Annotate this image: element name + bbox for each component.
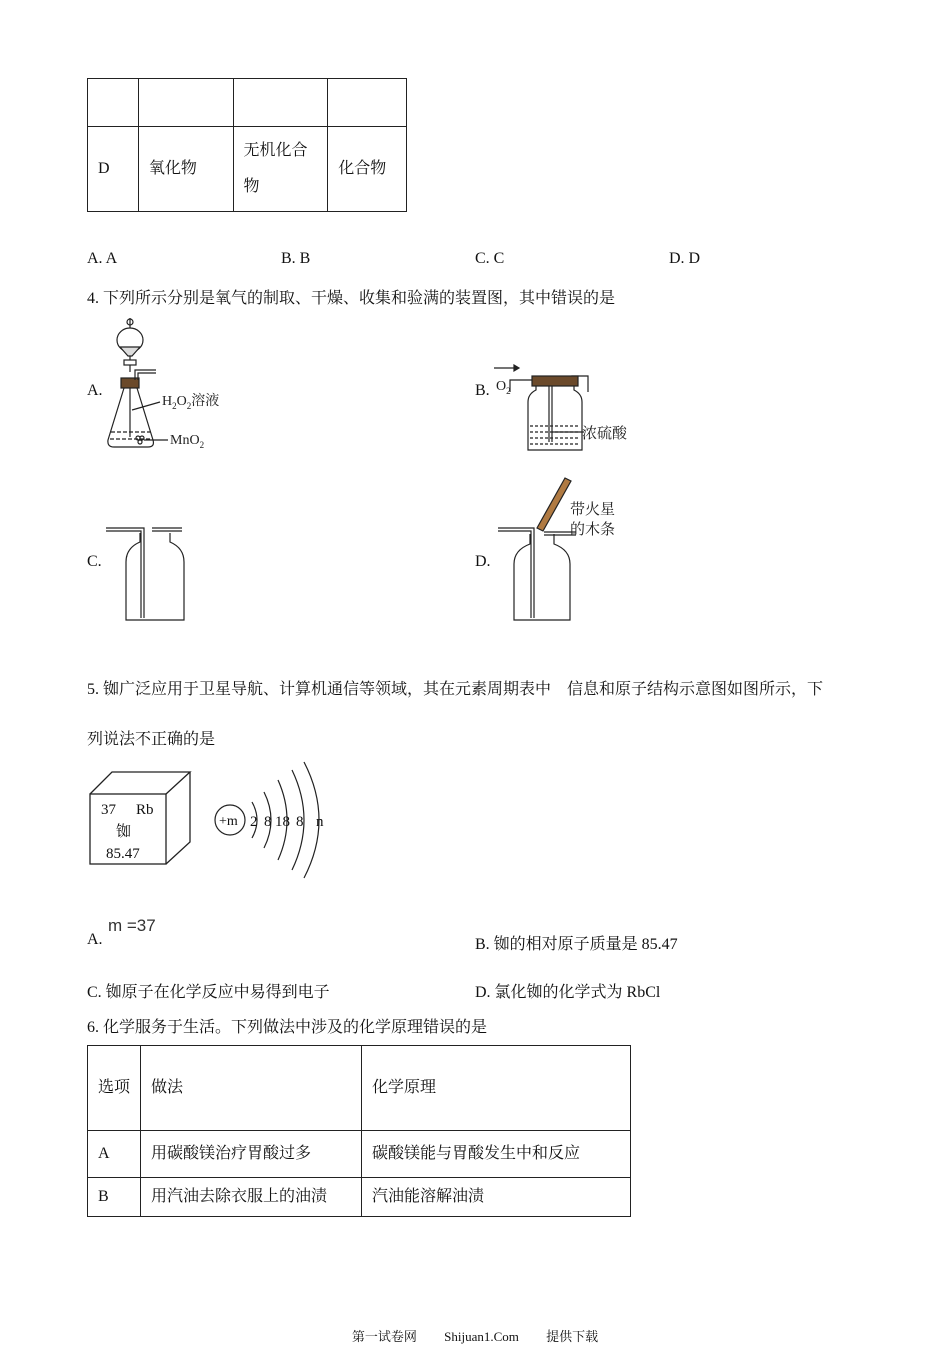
- table-cell: [88, 79, 139, 127]
- table-cell: [328, 79, 407, 127]
- q4-stem: 4. 下列所示分别是氧气的制取、干燥、收集和验满的装置图，其中错误的是: [87, 290, 616, 307]
- q5-option-a-formula: m =37: [108, 916, 156, 935]
- svg-text:n: n: [316, 814, 324, 830]
- q3-option-c[interactable]: C. C: [475, 250, 505, 267]
- svg-text:带火星: 带火星: [570, 502, 616, 518]
- q4-option-a[interactable]: A.: [87, 382, 103, 399]
- q5-option-a[interactable]: A.: [87, 931, 103, 948]
- table-header-cell: 化学原理: [362, 1046, 631, 1131]
- element-symbol: Rb: [136, 802, 154, 818]
- element-name: 铷: [116, 824, 132, 840]
- svg-text:O2: $O_2$: [496, 379, 511, 396]
- table-cell: D: [88, 127, 139, 212]
- table-cell: 汽油能溶解油渍: [362, 1178, 631, 1217]
- rubidium-element-cell: [88, 770, 192, 866]
- svg-text:的木条: 的木条: [570, 522, 616, 538]
- table-row: [88, 1178, 631, 1217]
- table-cell: [138, 79, 233, 127]
- q3-option-b[interactable]: B. B: [281, 250, 311, 267]
- table-row: [88, 79, 407, 127]
- q4-option-d[interactable]: D.: [475, 553, 491, 570]
- table-row: [88, 1046, 631, 1131]
- q4-option-c[interactable]: C.: [87, 553, 102, 570]
- svg-text:8: 8: [264, 814, 272, 830]
- table-header-cell: 选项: [88, 1046, 141, 1131]
- oxygen-test-apparatus: [492, 472, 632, 624]
- page-footer: [0, 1326, 950, 1345]
- q5-option-d[interactable]: D. 氯化铷的化学式为 RbCl: [475, 984, 661, 1001]
- table-cell: 化合物: [328, 127, 407, 212]
- table-cell: 氧化物: [138, 127, 233, 212]
- footer-domain[interactable]: Shijuan1.Com: [444, 1329, 519, 1344]
- table-cell: A: [88, 1131, 141, 1178]
- table-row: [88, 1131, 631, 1178]
- svg-text:+m: +m: [219, 814, 238, 829]
- q3-option-a[interactable]: A. A: [87, 250, 118, 267]
- q4-option-b[interactable]: B.: [475, 382, 490, 399]
- table-cell: B: [88, 1178, 141, 1217]
- q6-stem: 6. 化学服务于生活。下列做法中涉及的化学原理错误的是: [87, 1019, 488, 1036]
- footer-site: 第一试卷网: [351, 1329, 417, 1344]
- classification-table: [87, 78, 407, 212]
- table-row: [88, 127, 407, 212]
- element-mass: 85.47: [106, 846, 140, 862]
- table-header-cell: 做法: [141, 1046, 362, 1131]
- q3-option-d[interactable]: D. D: [669, 250, 701, 267]
- chemistry-principle-table: [87, 1045, 631, 1217]
- footer-note: 提供下载: [546, 1329, 599, 1344]
- gas-collection-bottle: [104, 520, 188, 624]
- element-number: 37: [101, 802, 116, 818]
- q5-stem-line1: 5. 铷广泛应用于卫星导航、计算机通信等领域，其在元素周期表中 信息和原子结构示意图如图所示，下: [87, 681, 824, 698]
- table-cell: [233, 79, 328, 127]
- svg-text:8: 8: [296, 814, 304, 830]
- q5-stem-line2: 列说法不正确的是: [87, 731, 216, 748]
- svg-text:H2O2溶液: $H_2O_2$溶液: [162, 394, 220, 411]
- svg-text:浓硫酸: 浓硫酸: [582, 426, 628, 442]
- table-cell: 碳酸镁能与胃酸发生中和反应: [362, 1131, 631, 1178]
- q5-option-b[interactable]: B. 铷的相对原子质量是 85.47: [475, 936, 678, 953]
- table-cell: 无机化合物: [233, 127, 328, 212]
- table-cell: 用汽油去除衣服上的油渍: [141, 1178, 362, 1217]
- svg-text:2: 2: [250, 814, 258, 830]
- rubidium-atom-structure: [212, 760, 336, 882]
- oxygen-drying-apparatus: [492, 362, 642, 454]
- q5-option-c[interactable]: C. 铷原子在化学反应中易得到电子: [87, 984, 330, 1001]
- svg-text:18: 18: [275, 814, 290, 830]
- table-cell: 用碳酸镁治疗胃酸过多: [141, 1131, 362, 1178]
- svg-text:MnO2: MnO$_2$: [170, 433, 205, 450]
- oxygen-generation-apparatus: [104, 312, 244, 457]
